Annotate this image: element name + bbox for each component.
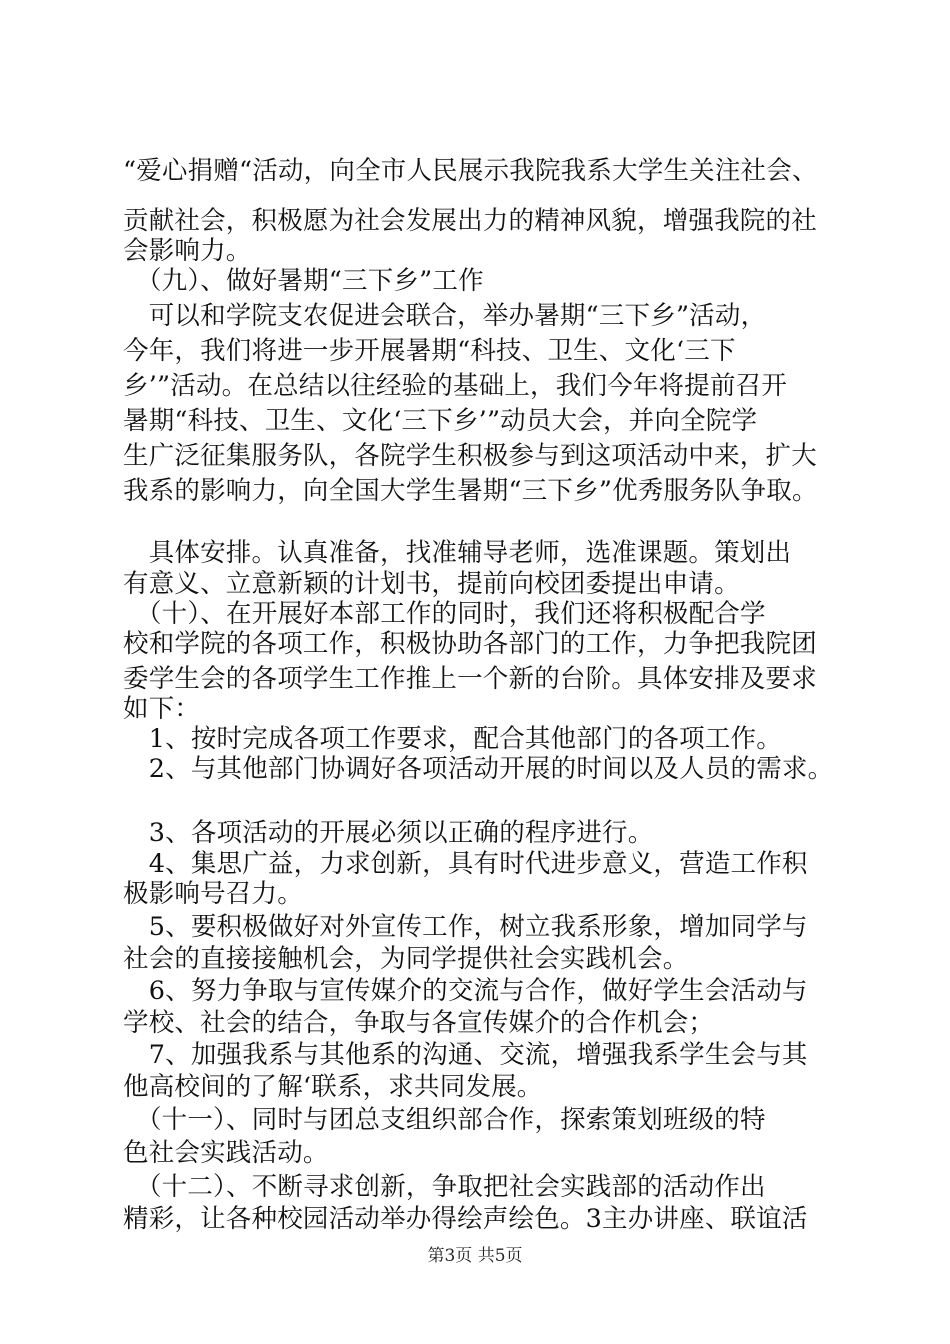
text-line: 今年，我们将进一步开展暑期“科技、卫生、文化‘三下 xyxy=(123,336,736,366)
text-line: 贡献社会，积极愿为社会发展出力的精神风貌，增强我院的社 xyxy=(123,206,817,236)
section-heading: （十一）、同时与团总支组织部合作，探索策划班级的特 xyxy=(123,1105,766,1135)
text-line: 社会的直接接触机会，为同学提供社会实践机会。 xyxy=(123,944,689,974)
text-line: 校和学院的各项工作，积极协助各部门的工作，力争把我院团 xyxy=(123,629,817,659)
list-item: 5、要积极做好对外宣传工作，树立我系形象，增加同学与 xyxy=(123,912,808,942)
text-line: 具体安排。认真准备，找准辅导老师，选准课题。策划出 xyxy=(123,538,792,568)
text-line: 极影响号召力。 xyxy=(123,879,303,909)
text-line: 乡’”活动。在总结以往经验的基础上，我们今年将提前召开 xyxy=(123,371,788,401)
text-line: 会影响力。 xyxy=(123,236,252,266)
text-line: 有意义、立意新颖的计划书，提前向校团委提出申请。 xyxy=(123,569,740,599)
text-line: 生广泛征集服务队，各院学生积极参与到这项活动中来，扩大 xyxy=(123,441,817,471)
section-heading: （十二）、不断寻求创新，争取把社会实践部的活动作出 xyxy=(123,1172,766,1202)
text-line: 暑期“科技、卫生、文化‘三下乡’”动员大会，并向全院学 xyxy=(123,406,758,436)
list-item: 7、加强我系与其他系的沟通、交流，增强我系学生会与其 xyxy=(123,1040,808,1070)
section-heading: （九）、做好暑期“三下乡”工作 xyxy=(123,266,484,296)
list-item: 2、与其他部门协调好各项活动开展的时间以及人员的需求。 xyxy=(123,754,834,784)
list-item: 4、集思广益，力求创新，具有时代进步意义，营造工作积 xyxy=(123,849,808,879)
text-line: 我系的影响力，向全国大学生暑期“三下乡”优秀服务队争取。 xyxy=(123,476,818,506)
list-item: 6、努力争取与宣传媒介的交流与合作，做好学生会活动与 xyxy=(123,976,808,1006)
text-line: “爱心捐赠“活动，向全市人民展示我院我系大学生关注社会、 xyxy=(123,156,818,186)
text-line: 学校、社会的结合，争取与各宣传媒介的合作机会； xyxy=(123,1008,715,1038)
text-line: 可以和学院支农促进会联合，举办暑期“三下乡”活动， xyxy=(123,301,767,331)
text-line: 他高校间的了解‘联系，求共同发展。 xyxy=(123,1072,543,1102)
page-footer: 第3页 共5页 xyxy=(427,1246,523,1266)
section-heading: （十）、在开展好本部工作的同时，我们还将积极配合学 xyxy=(123,599,766,629)
text-line: 如下： xyxy=(123,694,201,724)
list-item: 1、按时完成各项工作要求，配合其他部门的各项工作。 xyxy=(123,724,782,754)
text-line: 精彩，让各种校园活动举办得绘声绘色。3主办讲座、联谊活 xyxy=(123,1204,808,1234)
text-line: 色社会实践活动。 xyxy=(123,1138,329,1168)
list-item: 3、各项活动的开展必须以正确的程序进行。 xyxy=(123,818,654,848)
text-line: 委学生会的各项学生工作推上一个新的台阶。具体安排及要求 xyxy=(123,664,817,694)
